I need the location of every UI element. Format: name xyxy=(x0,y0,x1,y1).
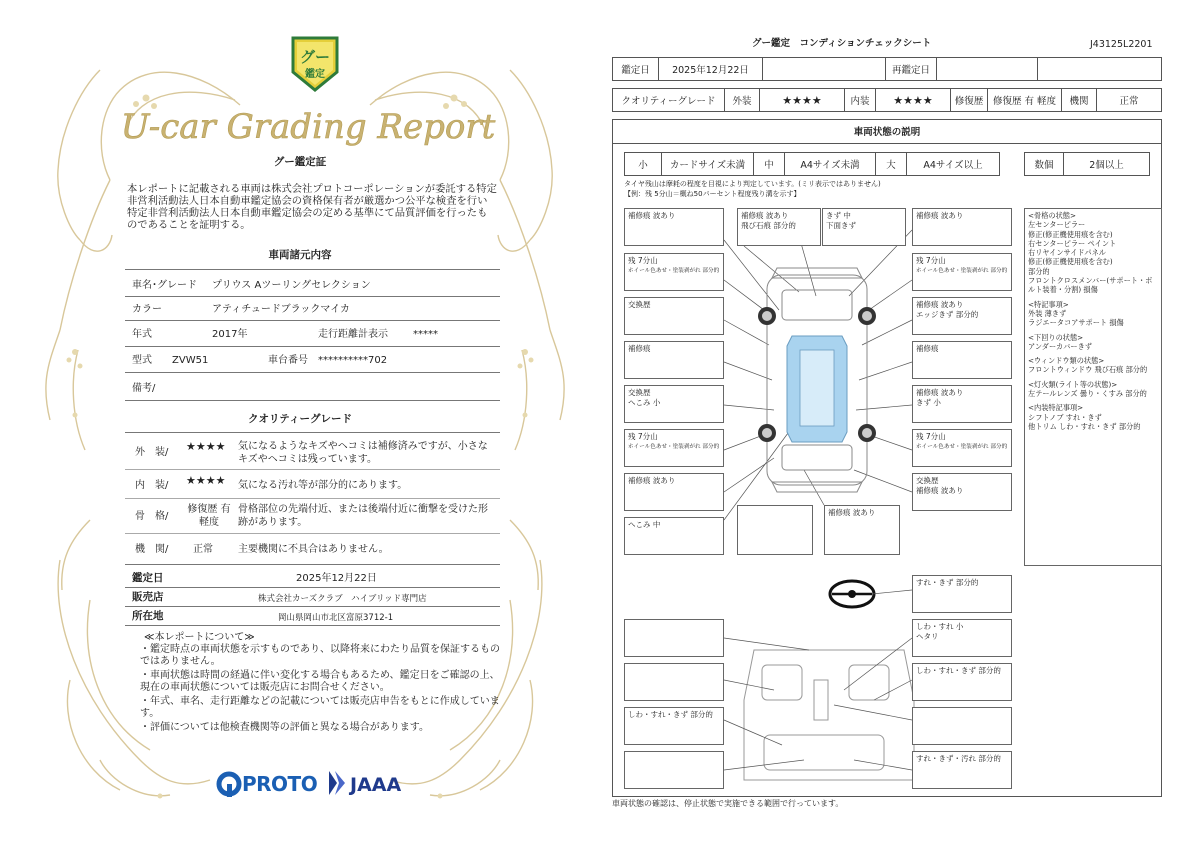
size-large-desc: A4サイズ以上 xyxy=(906,152,1000,176)
name-value: プリウス Aツーリングセレクション xyxy=(212,280,371,291)
sheet-title: グー鑑定 コンディションチェックシート xyxy=(752,38,932,49)
spec-title: 車両諸元内容 xyxy=(268,249,332,261)
exterior-box-4: 補修痕 波あり xyxy=(912,208,1012,246)
condition-title: 車両状態の説明 xyxy=(853,127,921,138)
exterior-box-19: 補修痕 波あり xyxy=(824,505,900,555)
reappraisal-value xyxy=(936,57,1038,81)
size-small: 小 xyxy=(624,152,662,176)
interior-box-9: すれ・きず・汚れ 部分的 xyxy=(912,751,1012,789)
quality-frame-grade: 修復歴 有 軽度 xyxy=(187,504,231,528)
note-line: <灯火類(ライト等の状態)> xyxy=(1028,379,1118,389)
year-value: 2017年 xyxy=(212,329,248,340)
exterior-label: 外装 xyxy=(724,88,760,112)
divider xyxy=(125,432,500,433)
dealer-label: 販売店 xyxy=(132,591,164,603)
interior-box-7 xyxy=(912,707,1012,745)
divider xyxy=(125,625,500,626)
note-line: フロントクロスメンバー(サポート・ボルト装着・分割) 損傷 xyxy=(1028,276,1153,295)
note-line: シフトノブ すれ・きず xyxy=(1028,412,1102,422)
engine-value: 正常 xyxy=(1096,88,1162,112)
note-item: ・鑑定時点の車両状態を示すものであり、以降将来にわたり品質を保証するものではありません。 xyxy=(140,644,500,667)
divider xyxy=(125,533,500,534)
interior-box-5: しわ・すれ・きず 部分的 xyxy=(912,663,1012,701)
exterior-box-7: 交換歴 xyxy=(624,297,724,335)
interior-label: 内装 xyxy=(844,88,876,112)
divider xyxy=(125,564,500,565)
divider xyxy=(125,606,500,607)
repair-label: 修復歴 xyxy=(950,88,988,112)
color-label: カラー xyxy=(132,304,162,315)
note-line: <ウィンドウ類の状態> xyxy=(1028,356,1105,366)
divider xyxy=(125,469,500,470)
interior-box-8 xyxy=(624,751,724,789)
reappraisal-label: 再鑑定日 xyxy=(885,57,937,81)
script-title xyxy=(120,100,496,150)
note-item: ・年式、車名、走行距離などの記載については販売店申告をもとに作成しています。 xyxy=(140,696,500,719)
sheet-id: J43125L2201 xyxy=(1090,39,1153,50)
note-line: <骨格の状態> xyxy=(1028,211,1076,220)
quality-title: クオリティーグレード xyxy=(248,413,352,425)
badge-top-text: グー xyxy=(299,48,331,66)
proto-logo-icon xyxy=(216,771,242,797)
jaaa-logo-icon xyxy=(327,769,347,797)
divider xyxy=(125,372,500,373)
note-line: 左テールレンズ 曇り・くすみ 部分的 xyxy=(1028,389,1147,399)
mileage-value: ***** xyxy=(413,329,438,340)
name-label: 車名･グレード xyxy=(132,280,197,291)
cert-body: 本レポートに記載される車両は株式会社プロトコーポレーションが委託する特定非営利活動法人日本自動車鑑定協会の資格保有者が厳選かつ公平な検査を行い特定非営利活動法人日本自動車鑑定協会の定める基準にて品質評価を行ったものであることを証明する。 xyxy=(127,183,497,231)
address-value: 岡山県岡山市北区富原3712-1 xyxy=(278,613,394,623)
empty-cell xyxy=(762,57,886,81)
size-small-desc: カードサイズ未満 xyxy=(661,152,754,176)
dealer-value: 株式会社カーズクラブ ハイブリッド専門店 xyxy=(258,594,427,604)
note-line: 部分的 xyxy=(1028,266,1050,276)
interior-box-3: しわ・すれ 小 ヘタリ xyxy=(912,619,1012,657)
note-line: ラジエータコアサポート 損傷 xyxy=(1028,318,1124,328)
proto-logo-text: PROTO xyxy=(242,772,318,796)
divider xyxy=(125,498,500,499)
exterior-value: ★★★★ xyxy=(759,88,845,112)
divider xyxy=(125,269,500,270)
exterior-box-15: 補修痕 波あり xyxy=(624,473,724,511)
repair-value: 修復歴 有 軽度 xyxy=(987,88,1062,112)
note-line: 右リヤインサイドパネル xyxy=(1028,248,1106,258)
grade-row-title: クオリティーグレード xyxy=(612,88,725,112)
cert-title: グー鑑定証 xyxy=(273,156,327,168)
quality-interior-grade: ★★★★ xyxy=(186,474,226,487)
interior-box-4 xyxy=(624,663,724,701)
address-label: 所在地 xyxy=(132,610,164,622)
interior-box-6: しわ・すれ・きず 部分的 xyxy=(624,707,724,745)
tire-note-1: タイヤ残山は摩耗の程度を目視により判定しています。(ミリ表示ではありません) xyxy=(624,180,881,188)
size-medium-desc: A4サイズ未満 xyxy=(784,152,876,176)
exterior-box-16: 交換歴 補修痕 波あり xyxy=(912,473,1012,511)
note-line: 修正(修正機使用痕を含む) xyxy=(1028,257,1113,267)
goo-appraisal-badge-icon xyxy=(287,32,343,94)
note-item: ・車両状態は時間の経過に伴い変化する場合もあるため、鑑定日をご確認の上、現在の車両状態については販売店にお問合せください。 xyxy=(140,670,500,693)
quality-exterior-label: 外 装/ xyxy=(135,447,169,458)
size-medium: 中 xyxy=(753,152,785,176)
divider xyxy=(125,320,500,321)
quality-exterior-grade: ★★★★ xyxy=(186,440,226,453)
exterior-box-3: きず 中 下面きず xyxy=(822,208,906,246)
mileage-label: 走行距離計表示 xyxy=(318,329,388,340)
quality-exterior-desc: 気になるようなキズやヘコミは補修済みですが、小さなキズやヘコミは残っています。 xyxy=(238,441,488,465)
remarks-label: 備考/ xyxy=(132,383,156,394)
quality-engine-desc: 主要機関に不具合はありません。 xyxy=(238,544,389,555)
divider xyxy=(125,587,500,588)
interior-box-1: すれ・きず 部分的 xyxy=(912,575,1012,613)
chassis-label: 車台番号 xyxy=(268,355,308,366)
note-line: 修正(修正機使用痕を含む) xyxy=(1028,229,1113,239)
note-line: <特記事項> xyxy=(1028,299,1069,309)
quality-engine-grade: 正常 xyxy=(193,544,213,555)
jaaa-logo-text: JAAA xyxy=(350,774,402,796)
divider xyxy=(125,296,500,297)
quality-interior-desc: 気になる汚れ等が部分的にあります。 xyxy=(238,480,408,491)
quality-interior-label: 内 装/ xyxy=(135,480,169,491)
notes-title: ≪本レポートについて≫ xyxy=(144,632,255,643)
exterior-box-10: 補修痕 xyxy=(912,341,1012,379)
condition-notes-panel xyxy=(1024,208,1162,566)
exterior-box-18 xyxy=(737,505,813,555)
note-line: <下回りの状態> xyxy=(1028,332,1084,342)
note-line: 右センターピラー ペイント xyxy=(1028,238,1117,248)
exterior-box-5: 残 7分山 ホイール色あせ・塗装剥がれ 部分的 xyxy=(624,253,724,291)
exterior-box-9: 補修痕 xyxy=(624,341,724,379)
chassis-value: **********702 xyxy=(318,355,388,366)
appraisal-date-label: 鑑定日 xyxy=(132,572,164,584)
tire-note-2: 【例：残 5分山＝概ね50パーセント程度残り溝を示す】 xyxy=(624,190,801,198)
model-label: 型式 xyxy=(132,355,152,366)
badge-bottom-text: 鑑定 xyxy=(305,69,325,80)
exterior-box-17: へこみ 中 xyxy=(624,517,724,555)
size-count-desc: 2個以上 xyxy=(1063,152,1150,176)
quality-frame-label: 骨 格/ xyxy=(135,511,169,522)
exterior-box-12: 補修痕 波あり きず 小 xyxy=(912,385,1012,423)
note-line: 外装 薄きず xyxy=(1028,308,1067,318)
appraisal-date-label: 鑑定日 xyxy=(612,57,659,81)
quality-engine-label: 機 関/ xyxy=(135,544,169,555)
note-line: フロントウィンドウ 飛び石痕 部分的 xyxy=(1028,365,1148,375)
note-line: アンダーカバーきず xyxy=(1028,341,1092,351)
footer-note: 車両状態の確認は、停止状態で実施できる範囲で行っています。 xyxy=(612,799,844,808)
model-value: ZVW51 xyxy=(172,355,209,366)
size-count: 数個 xyxy=(1024,152,1064,176)
exterior-box-14: 残 7分山 ホイール色あせ・塗装剥がれ 部分的 xyxy=(912,429,1012,467)
note-line: <内装特記事項> xyxy=(1028,403,1084,413)
exterior-box-1: 補修痕 波あり xyxy=(624,208,724,246)
size-large: 大 xyxy=(875,152,907,176)
interior-value: ★★★★ xyxy=(875,88,951,112)
exterior-box-13: 残 7分山 ホイール色あせ・塗装剥がれ 部分的 xyxy=(624,429,724,467)
divider xyxy=(125,346,500,347)
note-line: 左センターピラー xyxy=(1028,220,1086,230)
color-value: アティチュードブラックマイカ xyxy=(212,304,350,315)
exterior-box-8: 補修痕 波あり エッジきず 部分的 xyxy=(912,297,1012,335)
quality-frame-desc: 骨格部位の先端付近、または後端付近に衝撃を受けた形跡があります。 xyxy=(238,504,488,528)
svg-text:U-car Grading Report: U-car Grading Report xyxy=(120,107,496,147)
exterior-box-2: 補修痕 波あり 飛び石痕 部分的 xyxy=(737,208,821,246)
exterior-box-6: 残 7分山 ホイール色あせ・塗装剥がれ 部分的 xyxy=(912,253,1012,291)
appraisal-date-value: 2025年12月22日 xyxy=(296,573,377,584)
divider xyxy=(125,400,500,401)
divider xyxy=(612,143,1162,144)
condition-check-sheet xyxy=(604,0,1200,848)
exterior-box-11: 交換歴 へこみ 小 xyxy=(624,385,724,423)
note-line: 他トリム しわ・すれ・きず 部分的 xyxy=(1028,421,1141,431)
engine-label: 機関 xyxy=(1061,88,1097,112)
note-item: ・評価については他検査機関等の評価と異なる場合があります。 xyxy=(140,722,429,733)
year-label: 年式 xyxy=(132,329,152,340)
interior-box-2 xyxy=(624,619,724,657)
empty-cell xyxy=(1037,57,1162,81)
appraisal-date-value: 2025年12月22日 xyxy=(658,57,763,81)
